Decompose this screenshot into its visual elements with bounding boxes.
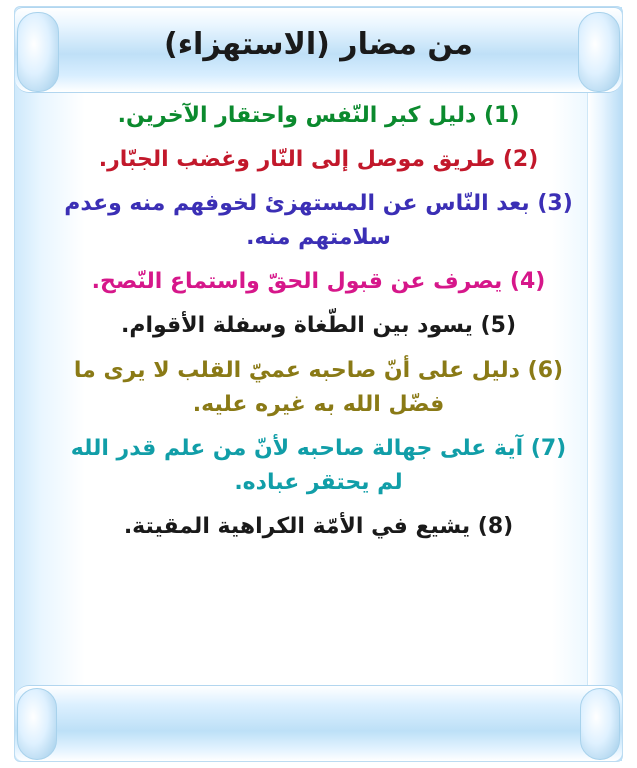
list-item: (4) يصرف عن قبول الحقّ واستماع النّصح.: [91, 269, 546, 295]
scroll-bottom-roll: [15, 685, 622, 761]
scroll-bottom-left-cap: [17, 688, 57, 760]
list-item: (8) يشيع في الأمّة الكراهية المقيتة.: [123, 513, 514, 539]
list-item: (6) دليل على أنّ صاحبه عميّ القلب لا يرى ما فضّل الله به غيره عليه.: [73, 357, 564, 417]
scroll-right-edge: [587, 7, 622, 761]
scroll-bottom-right-cap: [580, 688, 620, 760]
items-list: [55, 99, 582, 681]
scroll-parchment: [14, 6, 623, 762]
list-item: (7) آية على جهالة صاحبه لأنّ من علم قدر الله لم يحتقر عباده.: [70, 435, 567, 495]
page-title: من مضار (الاستهزاء): [163, 27, 473, 62]
list-item: (3) بعد النّاس عن المستهزئ لخوفهم منه وعدم سلامتهم منه.: [64, 191, 573, 251]
list-item: (2) طريق موصل إلى النّار وغضب الجبّار.: [98, 147, 539, 173]
list-item: (1) دليل كبر النّفس واحتقار الآخرين.: [117, 103, 520, 128]
list-item: (5) يسود بين الطّغاة وسفلة الأقوام.: [120, 313, 516, 339]
